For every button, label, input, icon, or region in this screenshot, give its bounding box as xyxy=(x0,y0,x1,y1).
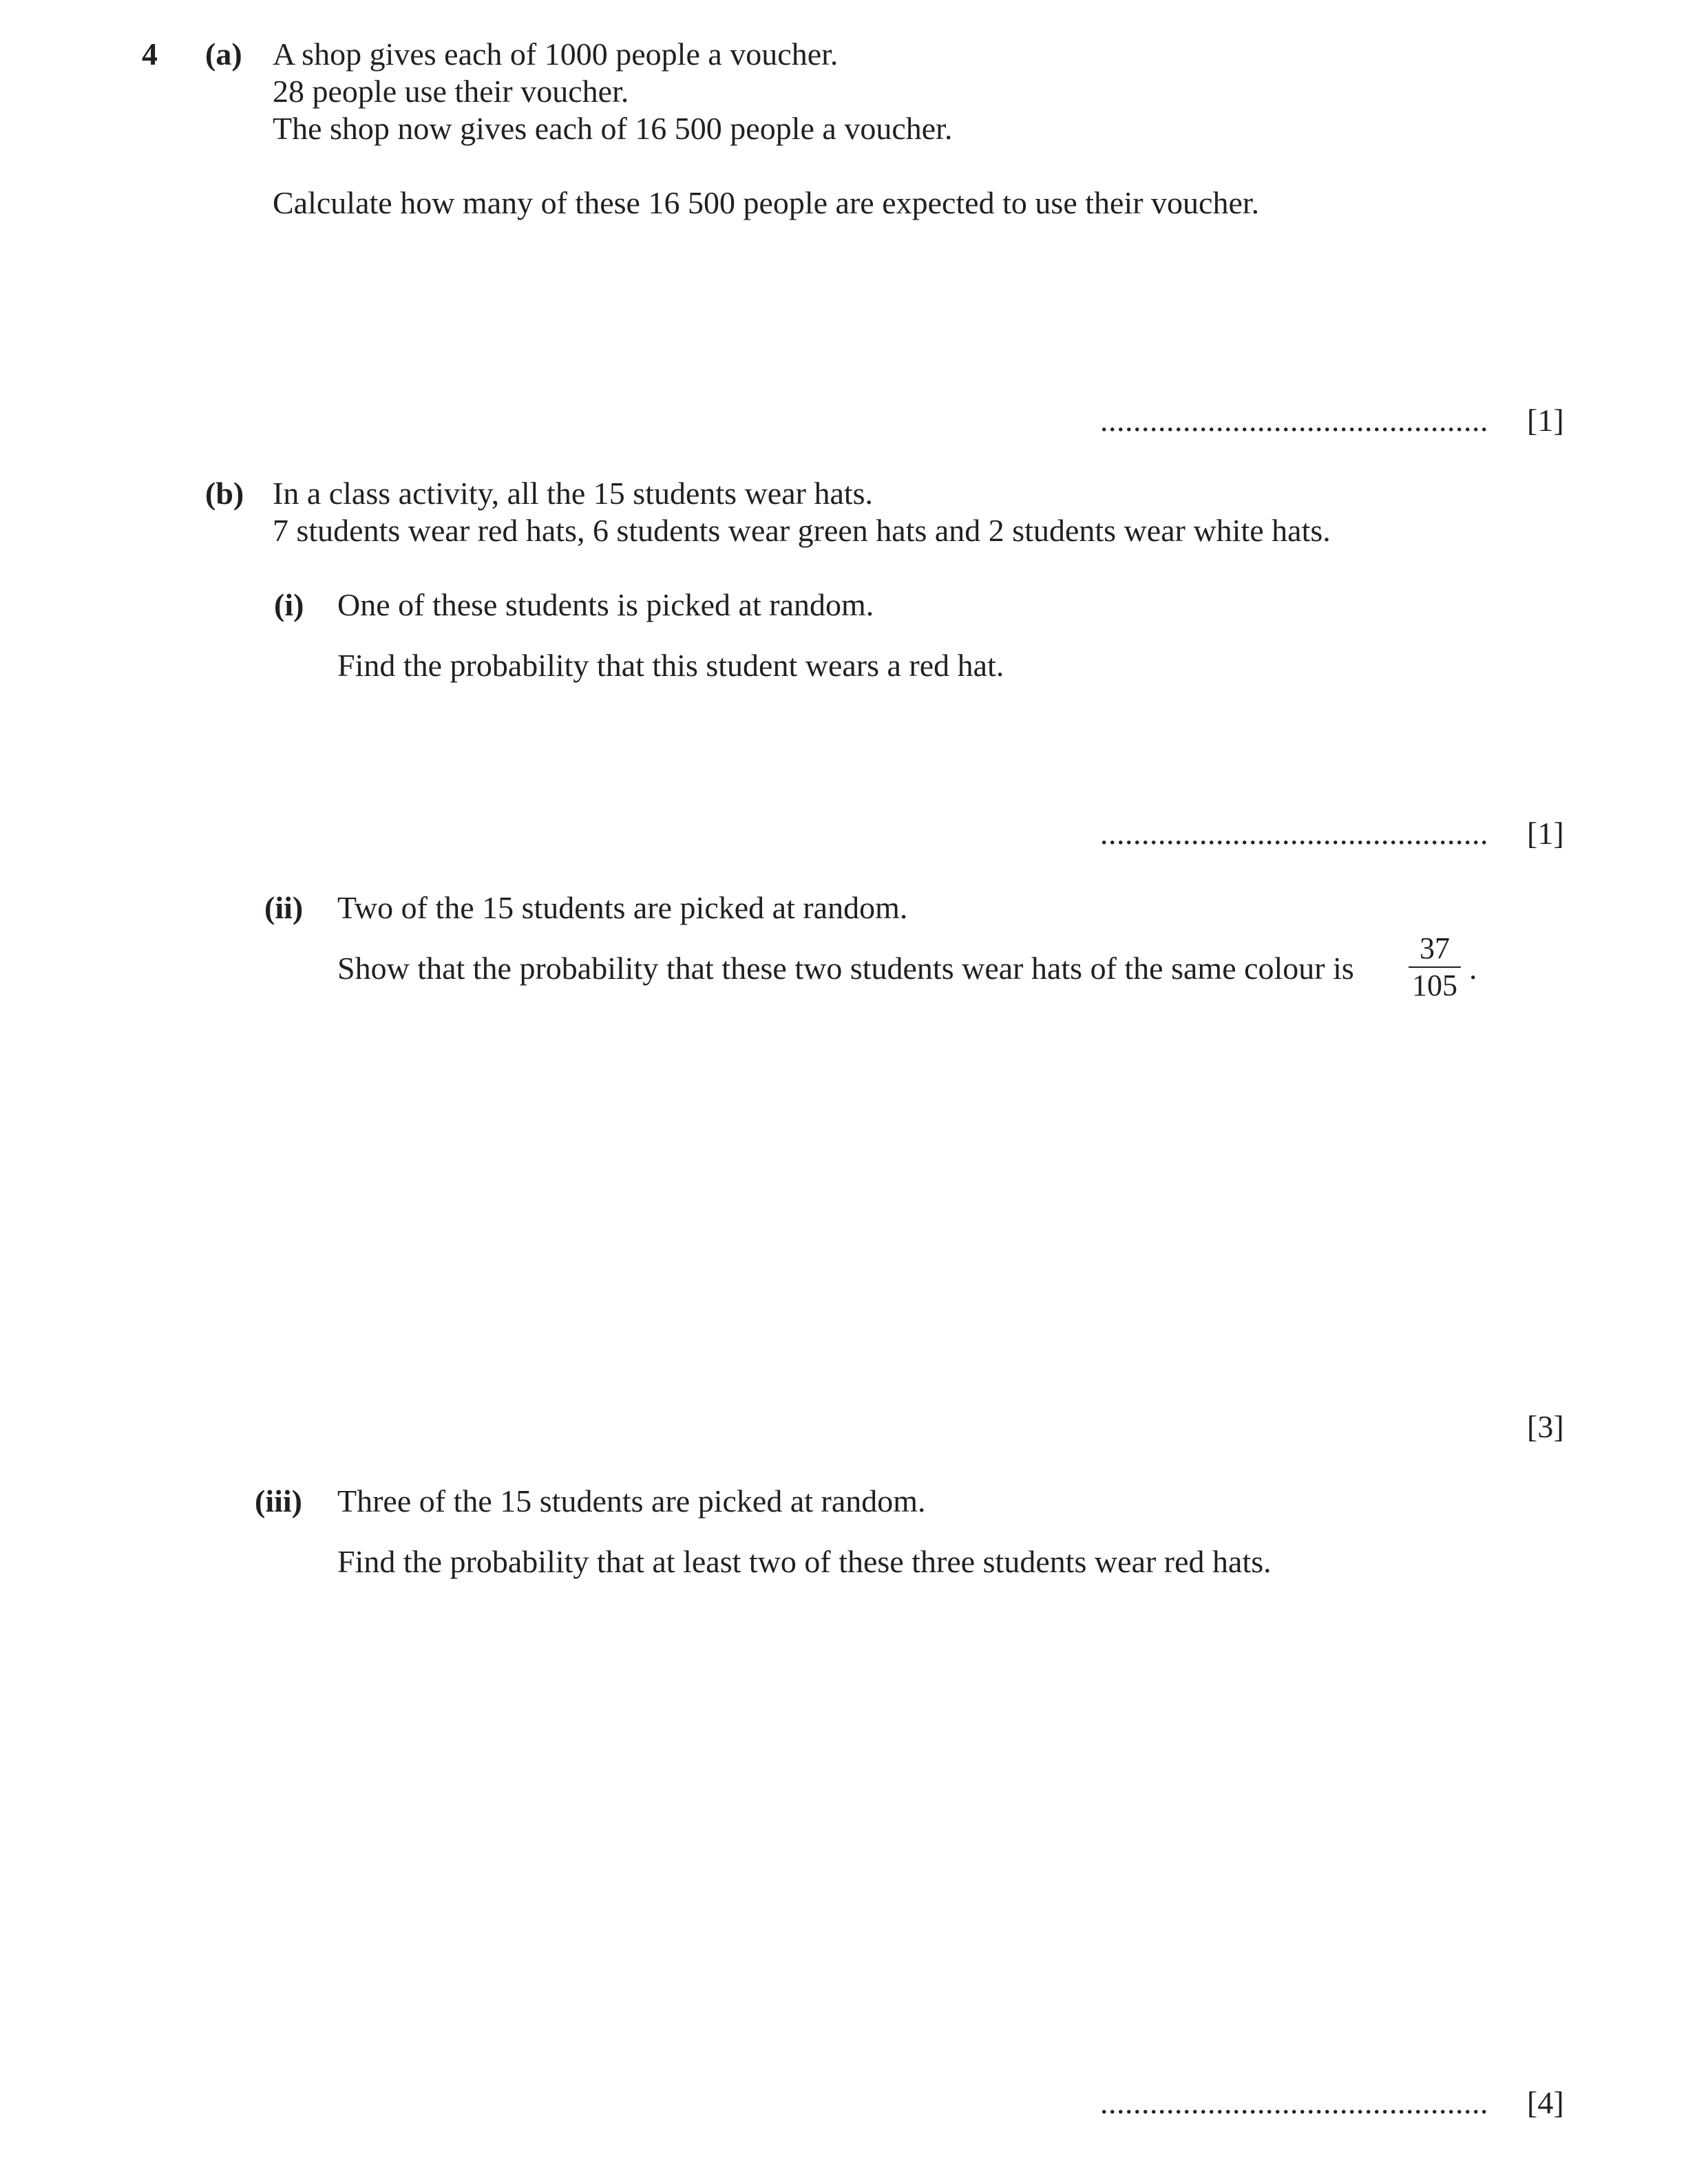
part-b-ii-line-1: Two of the 15 students are picked at random. xyxy=(337,890,908,925)
part-b-i-marks: [1] xyxy=(1527,816,1564,851)
part-b-ii-line-2: Show that the probability that these two students wear hats of the same colour is xyxy=(337,951,1354,986)
part-b-line-1: In a class activity, all the 15 students wear hats. xyxy=(273,476,874,511)
question-number: 4 xyxy=(142,36,158,72)
fraction-denominator: 105 xyxy=(1412,969,1457,1002)
part-b-ii-marks: [3] xyxy=(1527,1409,1564,1444)
part-a-label: (a) xyxy=(205,36,242,72)
part-b-i-answer-line[interactable]: ............................................... xyxy=(1100,816,1488,851)
fraction-37-over-105 xyxy=(1407,933,1462,1001)
part-a-instruction: Calculate how many of these 16 500 people are expected to use their voucher. xyxy=(273,185,1260,220)
part-b-line-2: 7 students wear red hats, 6 students wear green hats and 2 students wear white hats. xyxy=(273,513,1331,548)
part-a-marks: [1] xyxy=(1527,403,1564,438)
part-b-iii-label: (iii) xyxy=(255,1483,302,1519)
fraction-numerator: 37 xyxy=(1420,931,1450,965)
part-b-ii-label: (ii) xyxy=(264,890,304,925)
part-b-i-label: (i) xyxy=(274,587,304,622)
part-a-line-3: The shop now gives each of 16 500 people a voucher. xyxy=(273,111,953,146)
part-b-ii-end-mark: . xyxy=(1469,951,1477,986)
part-a-answer-line[interactable]: ............................................... xyxy=(1100,403,1488,438)
part-a-line-2: 28 people use their voucher. xyxy=(273,74,629,109)
part-b-iii-marks: [4] xyxy=(1527,2085,1564,2120)
part-b-iii-answer-line[interactable]: ............................................... xyxy=(1100,2085,1488,2120)
part-b-label: (b) xyxy=(205,476,244,511)
part-b-i-line-2: Find the probability that this student wears a red hat. xyxy=(337,648,1004,683)
part-a-line-1: A shop gives each of 1000 people a voucher. xyxy=(273,36,839,72)
part-b-iii-line-1: Three of the 15 students are picked at random. xyxy=(337,1483,926,1519)
part-b-iii-line-2: Find the probability that at least two of these three students wear red hats. xyxy=(337,1544,1272,1579)
part-b-i-line-1: One of these students is picked at random. xyxy=(337,587,874,622)
